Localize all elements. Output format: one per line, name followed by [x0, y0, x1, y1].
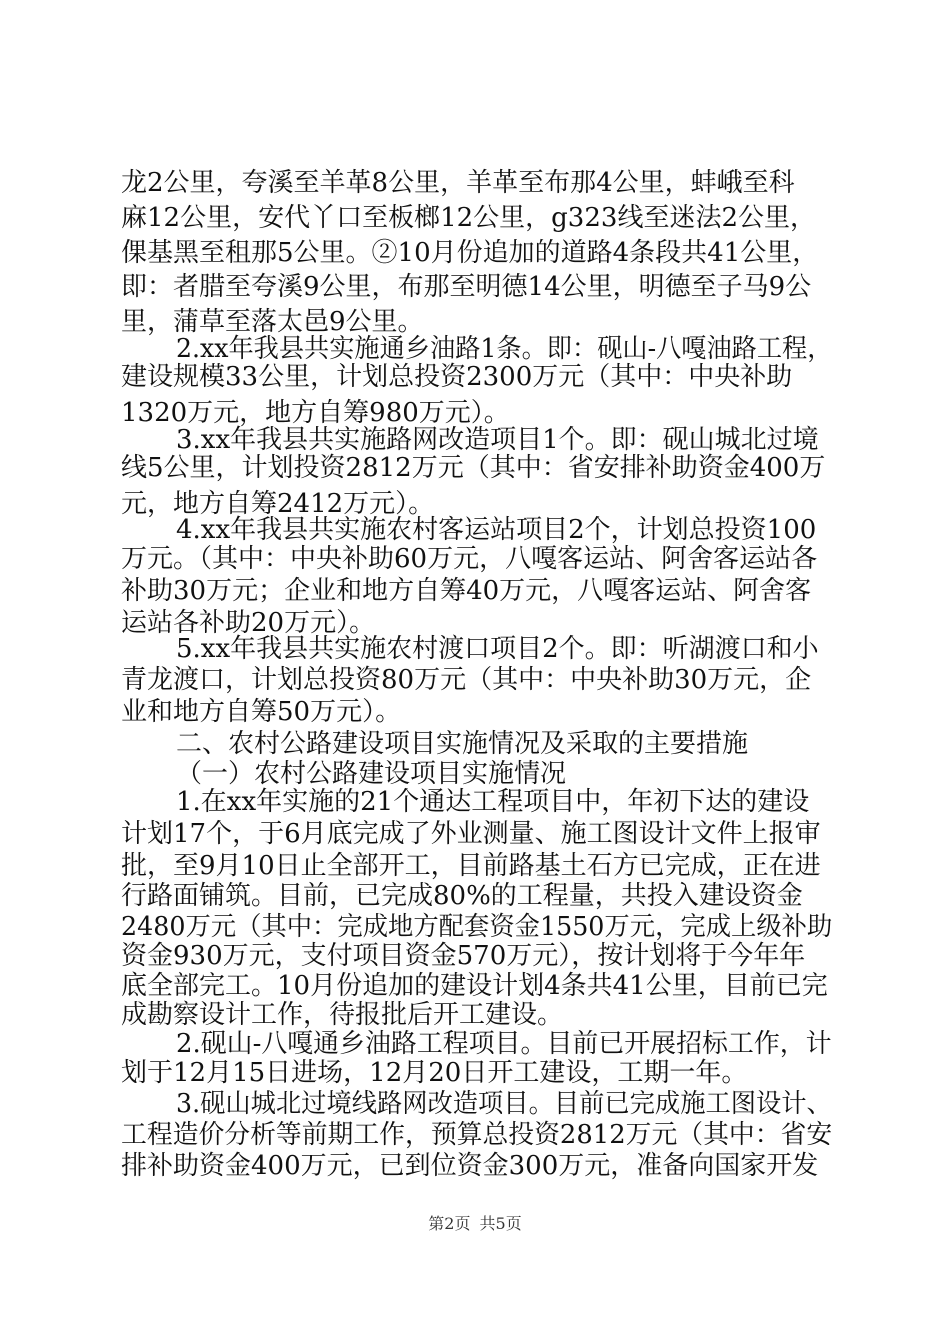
text-line: 1320万元，地方自筹980万元）。	[121, 398, 510, 428]
text-line: 麻12公里，安代丫口至板榔12公里，g323线至迷法2公里，	[121, 203, 816, 233]
text-line: 批，至9月10日止全部开工，目前路基土石方已完成，正在进	[121, 851, 821, 881]
text-line: 业和地方自筹50万元）。	[121, 697, 402, 727]
text-line: 里，蒲草至落太邑9公里。	[121, 307, 424, 337]
text-line: 3.xx年我县共实施路网改造项目1个。即：砚山城北过境	[176, 425, 819, 455]
text-line: 即：者腊至夸溪9公里，布那至明德14公里，明德至子马9公	[121, 272, 812, 302]
section-heading: 二、农村公路建设项目实施情况及采取的主要措施	[176, 729, 749, 759]
text-line: 1.在xx年实施的21个通达工程项目中，年初下达的建设	[176, 787, 810, 817]
text-line: 建设规模33公里，计划总投资2300万元（其中：中央补助	[121, 362, 793, 392]
text-line: 龙2公里，夸溪至羊革8公里，羊革至布那4公里，蚌峨至科	[121, 168, 795, 198]
subsection-heading: （一）农村公路建设项目实施情况	[176, 759, 567, 789]
text-line: 工程造价分析等前期工作，预算总投资2812万元（其中：省安	[121, 1120, 833, 1150]
page-total: 共5页	[479, 1214, 522, 1233]
text-line: 万元。（其中：中央补助60万元，八嘎客运站、阿舍客运站各	[121, 544, 818, 574]
text-line: 排补助资金400万元，已到位资金300万元，准备向国家开发	[121, 1151, 819, 1181]
text-line: 倮基黑至租那5公里。②10月份追加的道路4条段共41公里，	[121, 238, 819, 268]
text-line: 资金930万元，支付项目资金570万元），按计划将于今年年	[121, 941, 806, 971]
text-line: 计划17个，于6月底完成了外业测量、施工图设计文件上报审	[121, 819, 821, 849]
text-line: 行路面铺筑。目前，已完成80%的工程量，共投入建设资金	[121, 881, 803, 911]
text-line: 线5公里，计划投资2812万元（其中：省安排补助资金400万	[121, 453, 826, 483]
text-line: 运站各补助20万元）。	[121, 608, 376, 638]
text-line: 5.xx年我县共实施农村渡口项目2个。即：听湖渡口和小	[176, 634, 819, 664]
text-line: 划于12月15日进场，12月20日开工建设，工期一年。	[121, 1058, 748, 1088]
page-number: 第2页	[428, 1214, 471, 1233]
text-line: 青龙渡口，计划总投资80万元（其中：中央补助30万元，企	[121, 665, 812, 695]
text-line: 2.xx年我县共实施通乡油路1条。即：砚山-八嘎油路工程，	[176, 334, 833, 364]
text-line: 补助30万元；企业和地方自筹40万元，八嘎客运站、阿舍客	[121, 576, 812, 606]
text-line: 2480万元（其中：完成地方配套资金1550万元，完成上级补助	[121, 912, 833, 942]
text-line: 成勘察设计工作，待报批后开工建设。	[121, 1000, 564, 1030]
text-line: 元，地方自筹2412万元）。	[121, 489, 435, 519]
text-line: 3.砚山城北过境线路网改造项目。目前已完成施工图设计、	[176, 1089, 832, 1119]
text-line: 底全部完工。10月份追加的建设计划4条共41公里，目前已完	[121, 971, 828, 1001]
text-line: 2.砚山-八嘎通乡油路工程项目。目前已开展招标工作，计	[176, 1029, 832, 1059]
page-footer	[0, 1214, 950, 1234]
text-line: 4.xx年我县共实施农村客运站项目2个，计划总投资100	[176, 515, 817, 545]
